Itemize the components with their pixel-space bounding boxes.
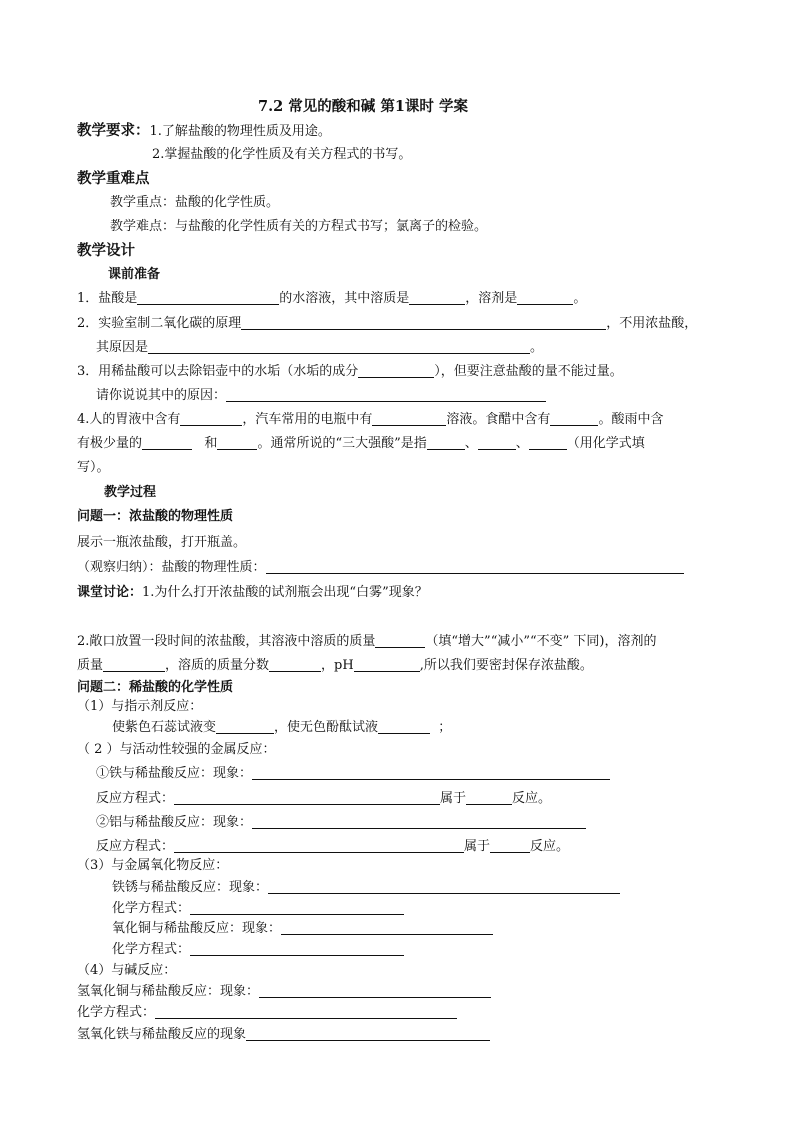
section-bases: （4）与碱反应： <box>77 963 177 978</box>
rust-eq-label: 化学方程式： <box>112 901 191 916</box>
cuoh-equation-blank[interactable] <box>155 1004 457 1019</box>
q2-text-c: 其原因是 <box>96 340 149 355</box>
rust-equation <box>112 900 404 918</box>
q3-blank-1[interactable] <box>358 363 434 378</box>
cuoh-reaction <box>77 983 491 1001</box>
problem-1-q2-line-1 <box>77 633 657 651</box>
q4-blank-4[interactable] <box>142 435 192 450</box>
cuoh-label: 氢氧化铜与稀盐酸反应：现象： <box>77 984 260 999</box>
requirements-label: 教学要求： <box>77 122 150 139</box>
aluminum-eq-label: 反应方程式： <box>96 839 175 854</box>
rust-equation-blank[interactable] <box>190 900 404 915</box>
question-3 <box>77 363 623 381</box>
iron-phenomenon-blank[interactable] <box>252 765 610 780</box>
question-2-reason <box>96 339 543 357</box>
q4-text-b: ，汽车常用的电瓶中有 <box>242 412 373 427</box>
litmus-text: 使紫色石蕊试液变 <box>112 720 217 735</box>
indicator-line <box>112 719 451 737</box>
q2-text-b: ，不用浓盐酸， <box>606 316 698 331</box>
q4-text-d: 。酸雨中含 <box>598 412 664 427</box>
p1q2-text-c: 质量 <box>77 658 104 673</box>
key-difficulty: 教学难点：与盐酸的化学性质有关的方程式书写；氯离子的检验。 <box>110 219 488 234</box>
cuo-eq-label: 化学方程式： <box>112 942 191 957</box>
aluminum-belongs: 属于 <box>464 839 491 854</box>
q4-text-f: 和 <box>204 436 218 451</box>
q4-blank-2[interactable] <box>372 411 446 426</box>
q2-text-a: 2．实验室制二氧化碳的原理 <box>77 316 242 331</box>
q1-blank-1[interactable] <box>137 290 279 305</box>
phenolphthalein-blank[interactable] <box>378 719 430 734</box>
p1q2-blank-4[interactable] <box>354 657 420 672</box>
q4-text-i: 、 <box>515 436 529 451</box>
aluminum-type-blank[interactable] <box>490 838 530 853</box>
feoh-label: 氢氧化铁与稀盐酸反应的现象 <box>77 1027 247 1042</box>
feoh-phenomenon-blank[interactable] <box>246 1026 490 1041</box>
section-metals: （ 2 ）与活动性较强的金属反应： <box>77 742 276 757</box>
p1q2-text-a: 2.敞口放置一段时间的浓盐酸，其溶液中溶质的质量 <box>77 634 376 649</box>
p1q2-blank-3[interactable] <box>269 657 321 672</box>
q4-text-a: 4.人的胃液中含有 <box>77 412 181 427</box>
cuo-reaction <box>112 920 493 938</box>
aluminum-label: ②铝与稀盐酸反应：现象： <box>96 815 253 830</box>
iron-belongs: 属于 <box>440 791 467 806</box>
q4-text-c: 溶液。食醋中含有 <box>446 412 551 427</box>
problem-1-observe <box>77 559 684 577</box>
q4-text-g: 。通常所说的“三大强酸”是指 <box>257 436 427 451</box>
q4-blank-5[interactable] <box>217 435 257 450</box>
q4-text-e: 有极少量的 <box>77 436 143 451</box>
section-metal-oxides: （3）与金属氧化物反应： <box>77 858 229 873</box>
q4-blank-8[interactable] <box>529 435 567 450</box>
requirements <box>77 122 331 141</box>
cuoh-eq-label: 化学方程式： <box>77 1005 156 1020</box>
q4-text-j: （用化学式填 <box>566 436 645 451</box>
problem-1-heading: 问题一：浓盐酸的物理性质 <box>77 509 234 524</box>
q3-text-a: 3．用稀盐酸可以去除铝壶中的水垢（水垢的成分 <box>77 364 359 379</box>
q3-text-b: ），但要注意盐酸的量不能过量。 <box>434 364 623 379</box>
q1-text-b: 的水溶液，其中溶质是 <box>279 291 410 306</box>
rust-reaction <box>112 879 620 897</box>
problem-2-heading-text: 问题二：稀盐酸的化学性质 <box>77 680 234 695</box>
section-indicators: （1）与指示剂反应： <box>77 699 203 714</box>
question-2 <box>77 315 697 333</box>
question-4-line-3: 写）。 <box>77 460 110 475</box>
question-3-reason <box>96 387 546 405</box>
aluminum-equation-blank[interactable] <box>174 838 464 853</box>
observe-label: （观察归纳）：盐酸的物理性质： <box>77 560 266 575</box>
p1q2-text-d: ，溶质的质量分数 <box>165 658 270 673</box>
key-points-heading: 教学重难点 <box>77 170 150 187</box>
iron-label: ①铁与稀盐酸反应：现象： <box>96 766 253 781</box>
question-4-line-1 <box>77 411 663 429</box>
design-heading: 教学设计 <box>77 242 135 259</box>
cuoh-phenomenon-blank[interactable] <box>259 983 491 998</box>
phenolphthalein-text: ，使无色酚酞试液 <box>274 720 379 735</box>
p1q2-text-f: ,所以我们要密封保存浓盐酸。 <box>419 658 593 673</box>
feoh-reaction <box>77 1026 490 1044</box>
iron-eq-label: 反应方程式： <box>96 791 175 806</box>
page-title: 7.2 常见的酸和碱 第1课时 学案 <box>258 98 468 115</box>
problem-1-q2-line-2 <box>77 657 593 675</box>
q2-text-d: 。 <box>530 340 544 355</box>
question-1 <box>77 290 586 308</box>
q4-blank-7[interactable] <box>478 435 516 450</box>
cuo-label: 氧化铜与稀盐酸反应：现象： <box>112 921 282 936</box>
process-heading: 教学过程 <box>104 485 157 500</box>
aluminum-phenomenon-blank[interactable] <box>252 814 586 829</box>
q1-text-a: 1．盐酸是 <box>77 291 138 306</box>
rust-label: 铁锈与稀盐酸反应：现象： <box>112 880 269 895</box>
q1-text-d: 。 <box>573 291 587 306</box>
indicator-end: ； <box>438 720 452 735</box>
cuo-phenomenon-blank[interactable] <box>281 920 493 935</box>
iron-equation-blank[interactable] <box>174 790 440 805</box>
q1-text-c: ，溶剂是 <box>465 291 518 306</box>
iron-type-blank[interactable] <box>466 790 512 805</box>
q1-blank-3[interactable] <box>517 290 573 305</box>
iron-equation <box>96 790 551 808</box>
problem-2-heading <box>77 679 233 697</box>
iron-reaction <box>96 765 610 783</box>
q2-blank-1[interactable] <box>241 315 606 330</box>
cuo-equation <box>112 941 404 959</box>
question-4-line-2 <box>77 435 645 453</box>
litmus-blank[interactable] <box>216 719 274 734</box>
q4-blank-1[interactable] <box>180 411 242 426</box>
iron-rxn: 反应。 <box>512 791 552 806</box>
aluminum-reaction <box>96 814 586 832</box>
physical-property-blank[interactable] <box>266 559 684 574</box>
q4-text-h: 、 <box>464 436 478 451</box>
p1q2-text-b: （填“增大”“减小”“不变” 下同)，溶剂的 <box>425 634 657 649</box>
aluminum-equation <box>96 838 569 856</box>
requirement-2: 2.掌握盐酸的化学性质及有关方程式的书写。 <box>152 147 412 162</box>
p1q2-blank-2[interactable] <box>103 657 165 672</box>
aluminum-rxn: 反应。 <box>530 839 570 854</box>
q4-blank-3[interactable] <box>550 411 598 426</box>
q4-blank-6[interactable] <box>427 435 465 450</box>
requirement-1: 1.了解盐酸的物理性质及用途。 <box>149 124 331 139</box>
discussion-text: 1.为什么打开浓盐酸的试剂瓶会出现“白雾”现象？ <box>142 585 428 600</box>
prep-heading: 课前准备 <box>108 267 161 282</box>
q3-blank-2[interactable] <box>226 387 546 402</box>
p1q2-blank-1[interactable] <box>375 633 425 648</box>
q1-blank-2[interactable] <box>409 290 465 305</box>
q3-text-c: 请你说说其中的原因： <box>96 388 227 403</box>
problem-1-show: 展示一瓶浓盐酸，打开瓶盖。 <box>77 535 247 550</box>
class-discussion <box>77 584 428 602</box>
cuo-equation-blank[interactable] <box>190 941 404 956</box>
q2-blank-2[interactable] <box>148 339 530 354</box>
key-point: 教学重点：盐酸的化学性质。 <box>110 195 280 210</box>
rust-phenomenon-blank[interactable] <box>268 879 620 894</box>
p1q2-text-e: ，pH <box>321 658 354 673</box>
cuoh-equation <box>77 1004 457 1022</box>
discussion-label: 课堂讨论： <box>77 585 143 600</box>
